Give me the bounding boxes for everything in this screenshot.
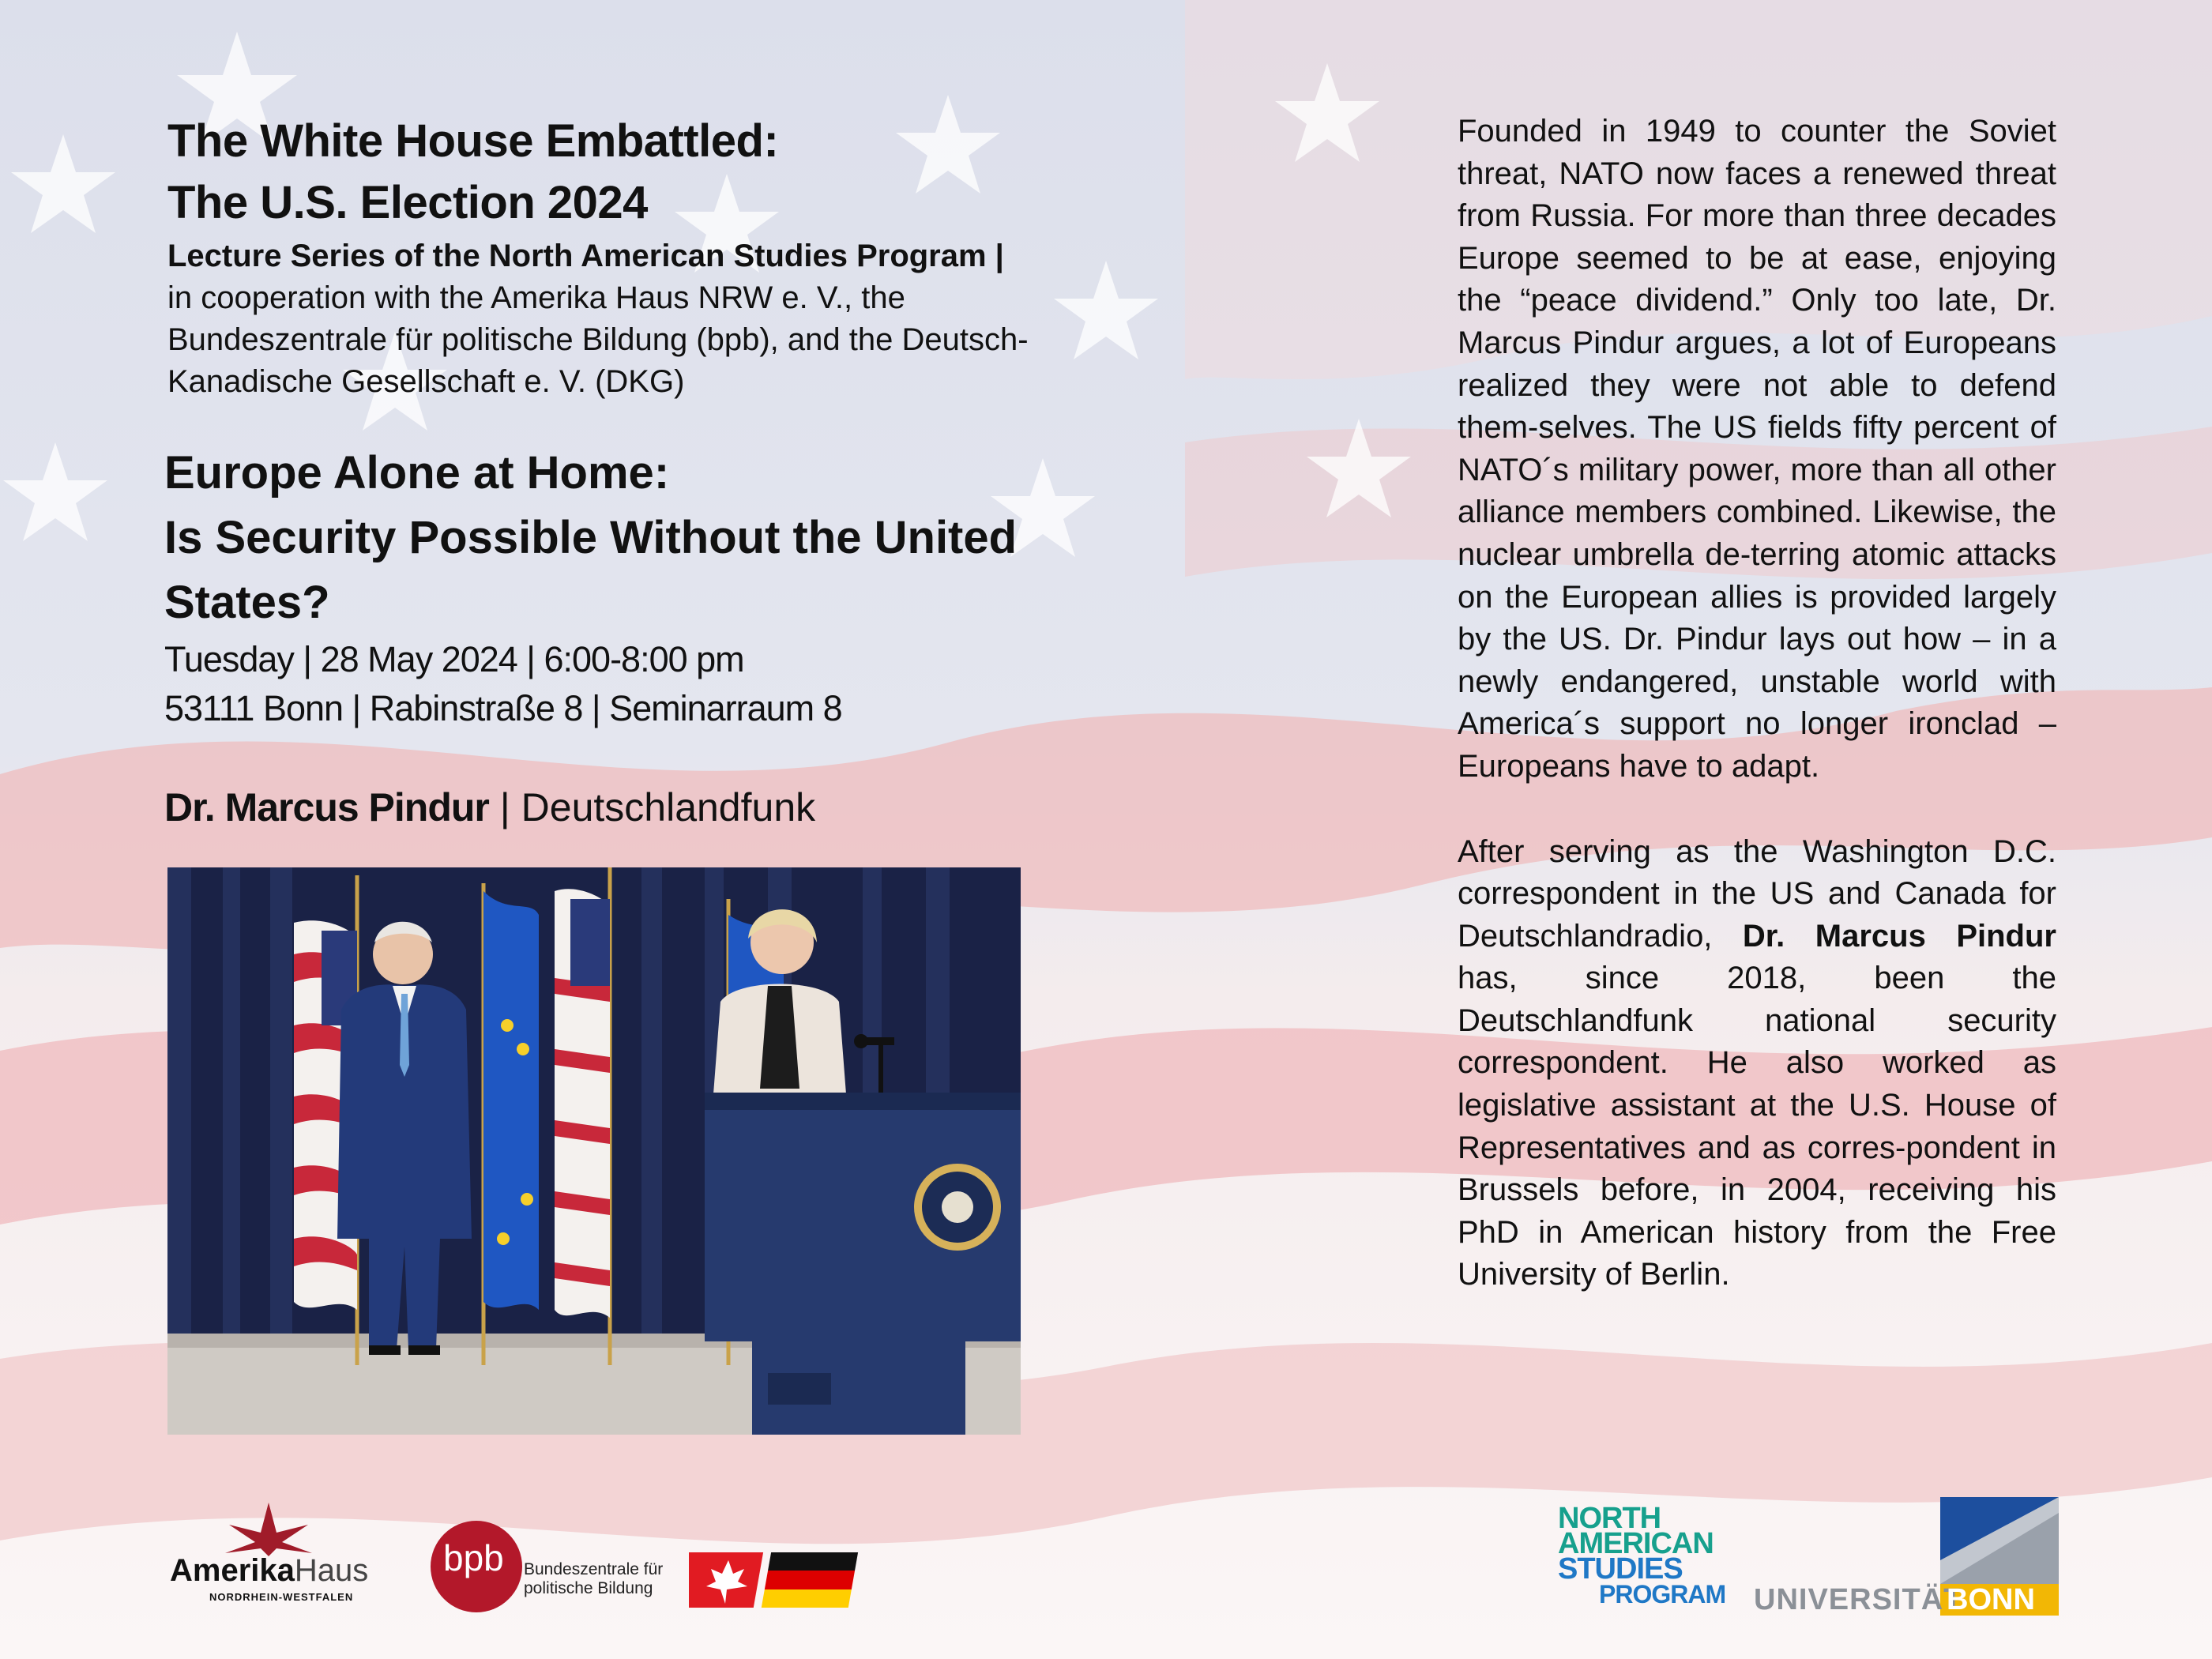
series-title-line1: The White House Embattled: [167,115,779,167]
nasp-line4: PROGRAM [1599,1580,1726,1608]
abstract-paragraph: Founded in 1949 to counter the Soviet threat, NATO now faces a renewed threat from Russia. For more than three decades Europe seemed to be at ease, enjoying the “peace dividend.” Only too late, Dr. Marcus Pindur argues, a lot of Europeans realized they were not able to defend them-selves. The US fields fifty percent of NATO´s military power, more than all other alliance members combined. Likewise, the nuclear umbrella de-terring atomic attacks on the European allies is provided largely by the US. Dr. Pindur lays out how – in a newly endangered, unstable world with America´s support no longer ironclad – Europeans have to adapt. [1458,114,2056,784]
lecture-description [1458,111,2056,1339]
amerikahaus-wordmark-bold: Amerika [170,1553,295,1588]
dkg-flags-icon [689,1548,863,1612]
lecture-title-line3: States? [164,577,330,628]
series-separator: | [986,239,1004,273]
lecture-title-line2: Is Security Possible Without the United [164,512,1018,563]
speaker-affiliation: | Deutschlandfunk [488,785,816,830]
series-name: Lecture Series of the North American Studies Program [167,239,987,273]
bpb-mark: bpb [443,1537,504,1578]
series-title-line2: The U.S. Election 2024 [167,177,648,228]
university-wordmark: UNIVERSITÄT [1754,1583,1963,1616]
amerikahaus-subtitle: NORDRHEIN-WESTFALEN [209,1591,354,1603]
bio-rest: has, since 2018, been the Deutschlandfunk national security correspondent. He also worked as legislative assistant at the U.S. House of Representatives and as corres-pondent in Brussels before, in 2004, receiving his PhD in American history from the Free University of Berlin. [1458,961,2056,1292]
university-bonn-logo [1754,1497,2059,1616]
north-american-studies-logo [1558,1502,1740,1616]
cooperation-line1: in cooperation with the Amerika Haus NRW e. V., the [167,280,905,315]
nasp-line1: NORTH [1558,1502,1661,1535]
press-event-photo-icon [167,867,1021,1435]
nasp-line2: AMERICAN [1558,1527,1714,1560]
event-location: 53111 Bonn | Rabinstraße 8 | Seminarraum 8 [164,688,842,728]
speaker-name: Dr. Marcus Pindur [164,785,489,830]
lecture-title [164,441,1191,635]
amerikahaus-logo [170,1501,415,1612]
speaker-bio-paragraph [1458,831,2056,1297]
lecture-title-line1: Europe Alone at Home: [164,447,670,498]
university-city: BONN [1947,1583,2035,1616]
speaker [164,782,815,833]
event-details [164,635,842,733]
cooperation-line3: Kanadische Gesellschaft e. V. (DKG) [167,364,685,399]
amerikahaus-star-icon [170,1501,415,1556]
bpb-text-line2: politische Bildung [524,1579,653,1597]
dkg-logo [689,1548,863,1612]
cooperation-line2: Bundeszentrale für politische Bildung (bpb), and the Deutsch- [167,322,1029,357]
bpb-logo [431,1521,699,1616]
series-title [167,111,778,234]
amerikahaus-wordmark-light: Haus [294,1553,369,1588]
bpb-text-line1: Bundeszentrale für [524,1560,664,1578]
nasp-line3: STUDIES [1558,1552,1683,1586]
bio-intro: After serving as the Washington D.C. correspondent in the US and Canada for Deutschlandradio, [1458,833,2056,954]
series-subtitle [167,235,1163,403]
event-date: Tuesday | 28 May 2024 | 6:00-8:00 pm [164,639,744,679]
bio-speaker-name: Dr. Marcus Pindur [1742,918,2056,954]
event-photo [167,867,1021,1435]
